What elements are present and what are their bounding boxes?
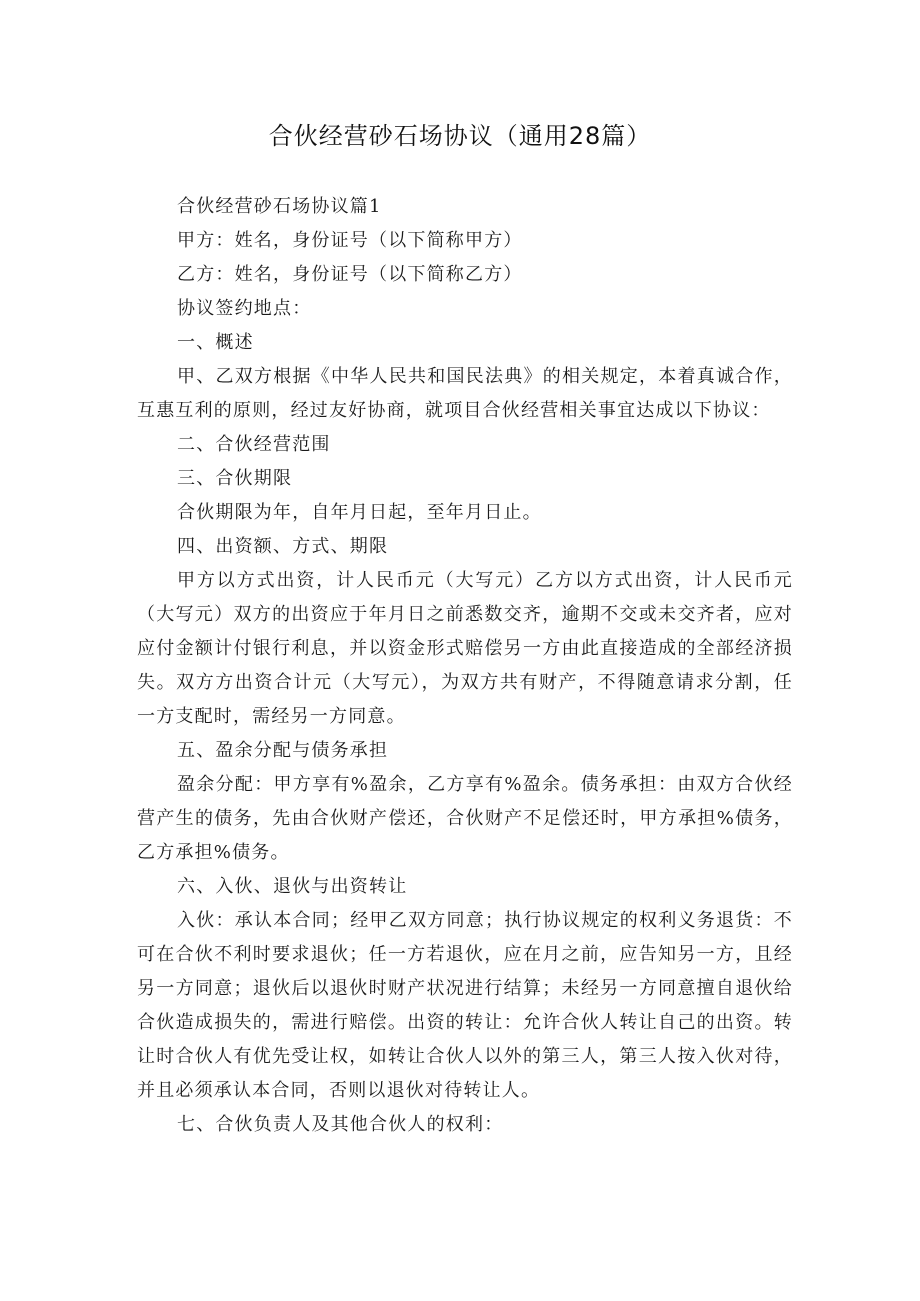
term-paragraph: 合伙期限为年，自年月日起，至年月日止。 [177, 502, 542, 523]
section-heading-article-1: 合伙经营砂石场协议篇1 [177, 196, 382, 217]
overview-paragraph: 甲、乙双方根据《中华人民共和国民法典》的相关规定，本着真诚合作，互惠互利的原则，经过友好协商，就项目合伙经营相关事宜达成以下协议： [137, 366, 793, 421]
clause-heading-capital: 四、出资额、方式、期限 [177, 536, 389, 557]
admission-withdrawal-paragraph: 入伙：承认本合同；经甲乙双方同意；执行协议规定的权利义务退货：不可在合伙不利时要求退伙；任一方若退伙，应在月之前，应告知另一方，且经另一方同意；退伙后以退伙时财产状况进行结算；未经另一方同意擅自退伙给合伙造成损失的，需进行赔偿。出资的转让：允许合伙人转让自己的出资。转让时合伙人有优先受让权，如转让合伙人以外的第三人，第三人按入伙对待，并且必须承认本合同，否则以退伙对待转让人。 [137, 910, 793, 1101]
party-b-line: 乙方：姓名，身份证号（以下简称乙方） [177, 264, 523, 285]
document-title: 合伙经营砂石场协议（通用28篇） [268, 122, 652, 150]
clause-heading-scope: 二、合伙经营范围 [177, 434, 331, 455]
document-body [137, 190, 793, 1142]
clause-heading-overview: 一、概述 [177, 332, 254, 353]
profit-debt-paragraph: 盈余分配：甲方享有%盈余，乙方享有%盈余。债务承担：由双方合伙经营产生的债务，先由合伙财产偿还，合伙财产不足偿还时，甲方承担%债务，乙方承担%债务。 [137, 774, 793, 863]
signing-place-line: 协议签约地点： [177, 298, 312, 319]
clause-heading-term: 三、合伙期限 [177, 468, 293, 489]
capital-paragraph: 甲方以方式出资，计人民币元（大写元）乙方以方式出资，计人民币元（大写元）双方的出资应于年月日之前悉数交齐，逾期不交或未交齐者，应对应付金额计付银行利息，并以资金形式赔偿另一方由此直接造成的全部经济损失。双方方出资合计元（大写元），为双方共有财产，不得随意请求分割，任一方支配时，需经另一方同意。 [137, 570, 793, 727]
clause-heading-profit-debt: 五、盈余分配与债务承担 [177, 740, 389, 761]
clause-heading-admission-withdrawal: 六、入伙、退伙与出资转让 [177, 876, 408, 897]
party-a-line: 甲方：姓名，身份证号（以下简称甲方） [177, 230, 523, 251]
clause-heading-partner-rights: 七、合伙负责人及其他合伙人的权利： [177, 1114, 504, 1135]
